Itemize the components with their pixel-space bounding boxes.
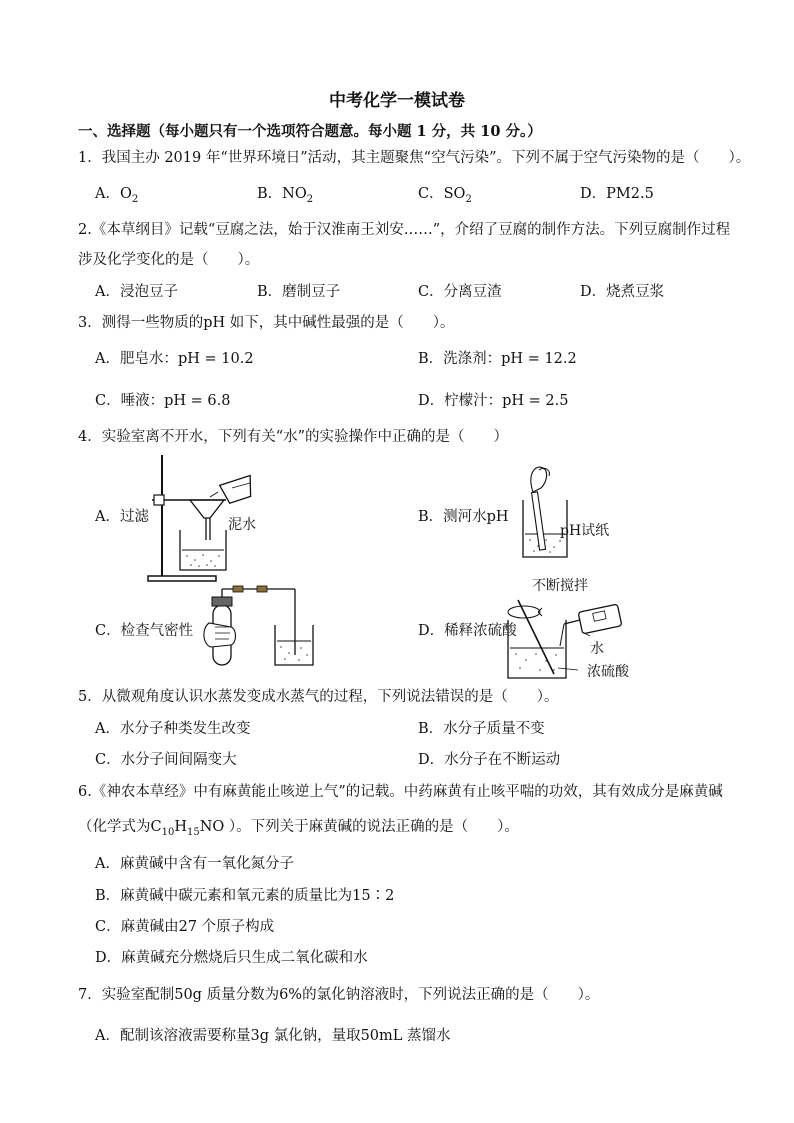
- q2-option-b: B．磨制豆子: [257, 284, 341, 300]
- q2-option-a: A．浸泡豆子: [95, 284, 178, 300]
- q6-stem-line2: （化学式为$C_{10}H_{15}NO$ ）。下列关于麻黄碱的说法正确的是（ ）。: [78, 819, 519, 838]
- q6-option-a: A．麻黄碱中含有一氧化氮分子: [95, 856, 294, 872]
- label-conc-acid: 浓硫酸: [587, 664, 629, 680]
- q2-stem-line2: 涉及化学变化的是（ ）。: [78, 252, 260, 268]
- q2-option-d: D．烧煮豆浆: [580, 284, 665, 300]
- q2-stem-line1: 2.《本草纲目》记载“豆腐之法，始于汉淮南王刘安……”，介绍了豆腐的制作方法。下列豆腐制作过程: [78, 222, 731, 238]
- q4-option-c: C．检查气密性: [95, 623, 194, 639]
- label-muddy-water: 泥水: [228, 517, 256, 533]
- q5-stem: 5．从微观角度认识水蒸发变成水蒸气的过程，下列说法错误的是（ ）。: [78, 689, 559, 705]
- q6-option-c: C．麻黄碱由27 个原子构成: [95, 919, 275, 935]
- q3-option-a: A．肥皂水：pH = 10.2: [95, 351, 254, 367]
- q5-option-b: B．水分子质量不变: [418, 721, 545, 737]
- q4-option-b: B．测河水pH: [418, 509, 509, 525]
- q4-option-d: D．稀释浓硫酸: [418, 623, 517, 639]
- q1-stem: 1．我国主办 2019 年“世界环境日”活动，其主题聚焦“空气污染”。下列不属于空气污染物的是（ ）。: [78, 150, 751, 166]
- page-title: 中考化学一模试卷: [329, 91, 465, 111]
- q7-stem: 7．实验室配制50g 质量分数为6%的氯化钠溶液时，下列说法正确的是（ ）。: [78, 987, 600, 1003]
- label-stir: 不断搅拌: [532, 578, 588, 594]
- q2-option-c: C．分离豆渣: [418, 284, 502, 300]
- q1-option-d: D．PM2.5: [580, 186, 654, 202]
- q3-option-c: C．唾液：pH = 6.8: [95, 393, 231, 409]
- section-heading: 一、选择题（每小题只有一个选项符合题意。每小题 1 分，共 10 分。）: [78, 123, 542, 140]
- q3-option-b: B．洗涤剂：pH = 12.2: [418, 351, 577, 367]
- q5-option-a: A．水分子种类发生改变: [95, 721, 251, 737]
- q1-option-a: A．$O_2$: [95, 186, 139, 205]
- q1-option-b: B．$NO_2$: [257, 186, 314, 205]
- q7-option-a: A．配制该溶液需要称量3g 氯化钠，量取50mL 蒸馏水: [95, 1028, 451, 1044]
- q6-stem-line1: 6.《神农本草经》中有麻黄能止咳逆上气”的记载。中药麻黄有止咳平喘的功效，其有效成分是麻黄碱: [78, 784, 723, 800]
- q3-stem: 3．测得一些物质的pH 如下，其中碱性最强的是（ ）。: [78, 315, 455, 331]
- q6-option-d: D．麻黄碱充分燃烧后只生成二氧化碳和水: [95, 950, 368, 966]
- label-ph-paper: pH试纸: [560, 523, 610, 539]
- q4-stem: 4．实验室离不开水，下列有关“水”的实验操作中正确的是（ ）: [78, 429, 509, 445]
- q3-option-d: D．柠檬汁：pH = 2.5: [418, 393, 569, 409]
- q6-option-b: B．麻黄碱中碳元素和氧元素的质量比为15∶2: [95, 888, 395, 904]
- q5-option-c: C．水分子间间隔变大: [95, 752, 237, 768]
- q4-option-a: A．过滤: [95, 509, 149, 525]
- label-water: 水: [590, 641, 604, 657]
- q1-option-c: C．$SO_2$: [418, 186, 472, 205]
- q5-option-d: D．水分子在不断运动: [418, 752, 561, 768]
- airtightness-figure: [205, 585, 325, 670]
- ph-test-figure: [505, 462, 585, 562]
